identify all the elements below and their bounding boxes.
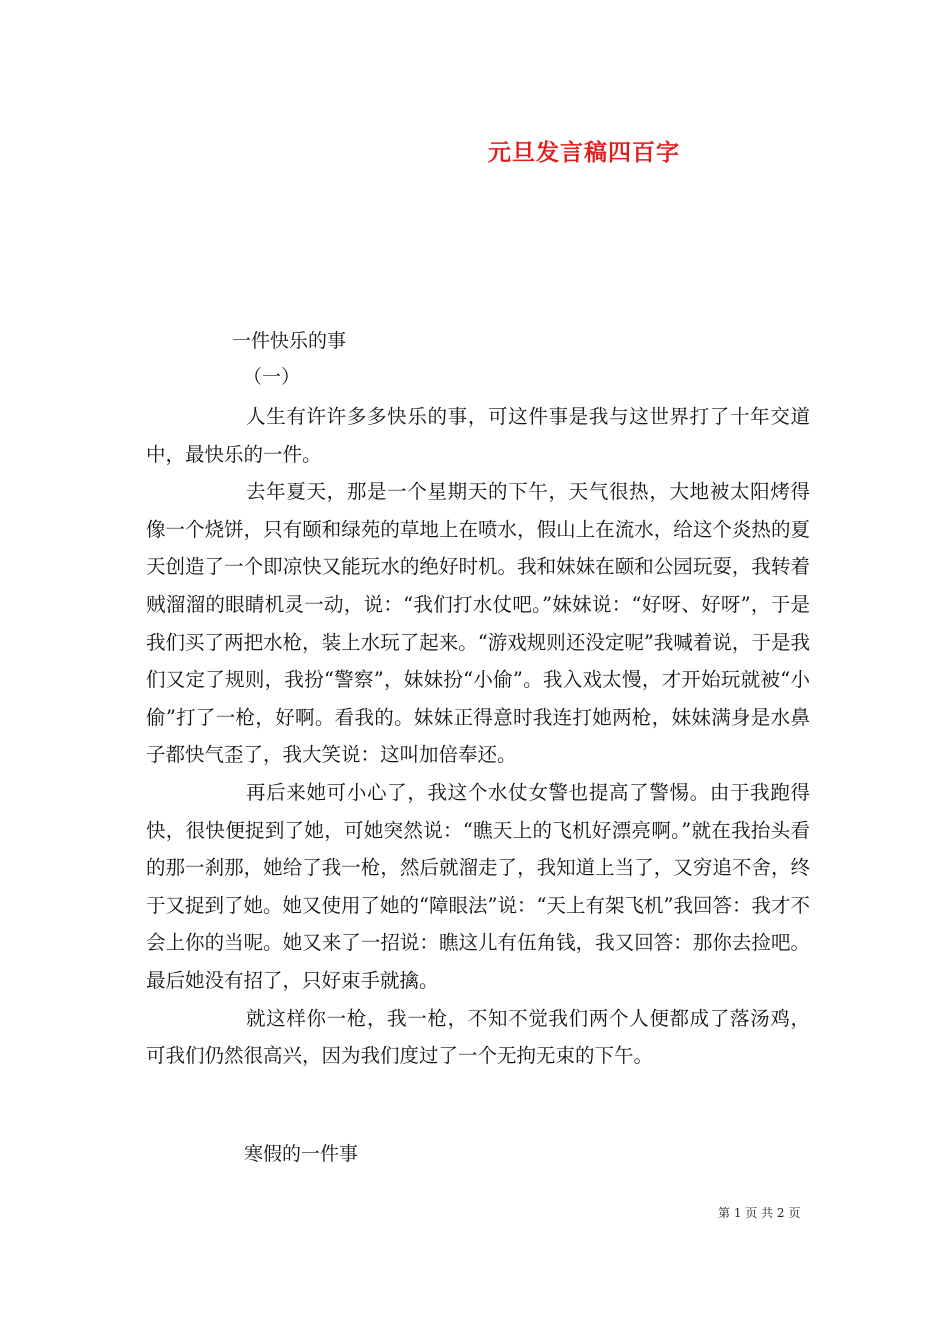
next-section-heading: 寒假的一件事 — [244, 1143, 359, 1165]
paragraph-4: 就这样你一枪，我一枪，不知不觉我们两个人便都成了落汤鸡，可我们仍然很高兴，因为我们度过了一个无拘无束的下午。 — [146, 1006, 810, 1068]
essay-body — [146, 398, 810, 1075]
document-title: 元旦发言稿四百字 — [488, 139, 680, 166]
paragraph-1: 人生有许许多多快乐的事，可这件事是我与这世界打了十年交道中，最快乐的一件。 — [146, 405, 810, 466]
paragraph-3: 再后来她可小心了，我这个水仗女警也提高了警惕。由于我跑得快，很快便捉到了她，可她突然说：“瞧天上的飞机好漂亮啊。”就在我抬头看的那一刹那，她给了我一枪，然后就溜走了，我知道上当了，又穷追不舍，终于又捉到了她。她又使用了她的“障眼法”说：“天上有架飞机”我回答：我才不会上你的当呢。她又来了一招说：瞧这儿有伍角钱，我又回答：那你去捡吧。最后她没有招了，只好束手就擒。 — [146, 780, 810, 992]
part-label: （一） — [243, 366, 301, 388]
page-footer: 第 1 页 共 2 页 — [718, 1206, 801, 1220]
paragraph-2: 去年夏天，那是一个星期天的下午，天气很热，大地被太阳烤得像一个烧饼，只有颐和绿苑的草地上在喷水，假山上在流水，给这个炎热的夏天创造了一个即凉快又能玩水的绝好时机。我和妹妹在颐和公园玩耍，我转着贼溜溜的眼睛机灵一动，说：“我们打水仗吧。”妹妹说：“好呀、好呀”，于是我们买了两把水枪，装上水玩了起来。“游戏规则还没定呢”我喊着说，于是我们又定了规则，我扮“警察”，妹妹扮“小偷”。我入戏太慢，才开始玩就被“小偷”打了一枪，好啊。看我的。妹妹正得意时我连打她两枪，妹妹满身是水鼻子都快气歪了，我大笑说：这叫加倍奉还。 — [146, 480, 810, 767]
essay-subtitle: 一件快乐的事 — [232, 330, 347, 352]
